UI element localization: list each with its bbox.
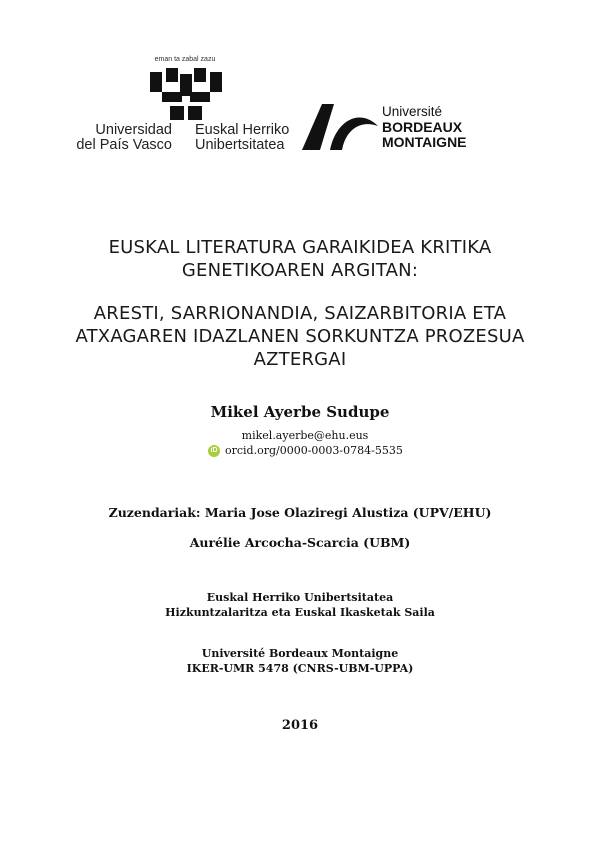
ehu-institution: Euskal Herriko Unibertsitatea — [206, 591, 394, 604]
directors-line2: Aurélie Arcocha-Scarcia (UBM) — [189, 535, 411, 550]
ehu-eu-line1: Euskal Herriko — [195, 122, 290, 138]
ehu-es-line2: del País Vasco — [76, 137, 172, 153]
year: 2016 — [281, 718, 319, 733]
orcid-row — [208, 444, 403, 457]
title-line1: EUSKAL LITERATURA GARAIKIDEA KRITIKA — [108, 237, 492, 258]
ehu-es-line1: Universidad — [95, 122, 172, 138]
ubm-line1: Université — [382, 104, 443, 119]
orcid-icon: iD — [208, 445, 220, 457]
subtitle-line3: AZTERGAI — [253, 349, 347, 370]
author-email: mikel.ayerbe@ehu.eus — [241, 429, 369, 442]
title-line2: GENETIKOAREN ARGITAN: — [181, 260, 419, 281]
directors-line1: Zuzendariak: Maria Jose Olaziregi Alustiza (UPV/EHU) — [108, 505, 492, 520]
ehu-name-spanish — [60, 123, 172, 153]
thesis-subtitle — [40, 302, 560, 371]
ubm-logo-mark — [300, 100, 380, 152]
ehu-eu-line2: Unibertsitatea — [195, 137, 285, 153]
ehu-name-basque — [195, 123, 305, 153]
ubm-line3: MONTAIGNE — [382, 134, 467, 150]
subtitle-line2: ATXAGAREN IDAZLANEN SORKUNTZA PROZESUA — [75, 326, 525, 347]
ehu-logo-mark — [150, 68, 222, 122]
ehu-tagline: eman ta zabal zazu — [154, 56, 216, 63]
ubm-institution: Université Bordeaux Montaigne — [201, 647, 399, 660]
ehu-department: Hizkuntzalaritza eta Euskal Ikasketak Saila — [165, 606, 435, 619]
ubm-line2: BORDEAUX — [382, 119, 463, 135]
orcid-link: orcid.org/0000-0003-0784-5535 — [225, 444, 403, 457]
subtitle-line1: ARESTI, SARRIONANDIA, SAIZARBITORIA ETA — [93, 303, 507, 324]
author-name: Mikel Ayerbe Sudupe — [210, 403, 390, 421]
ubm-lab: IKER-UMR 5478 (CNRS-UBM-UPPA) — [186, 662, 414, 675]
thesis-title — [40, 236, 560, 282]
